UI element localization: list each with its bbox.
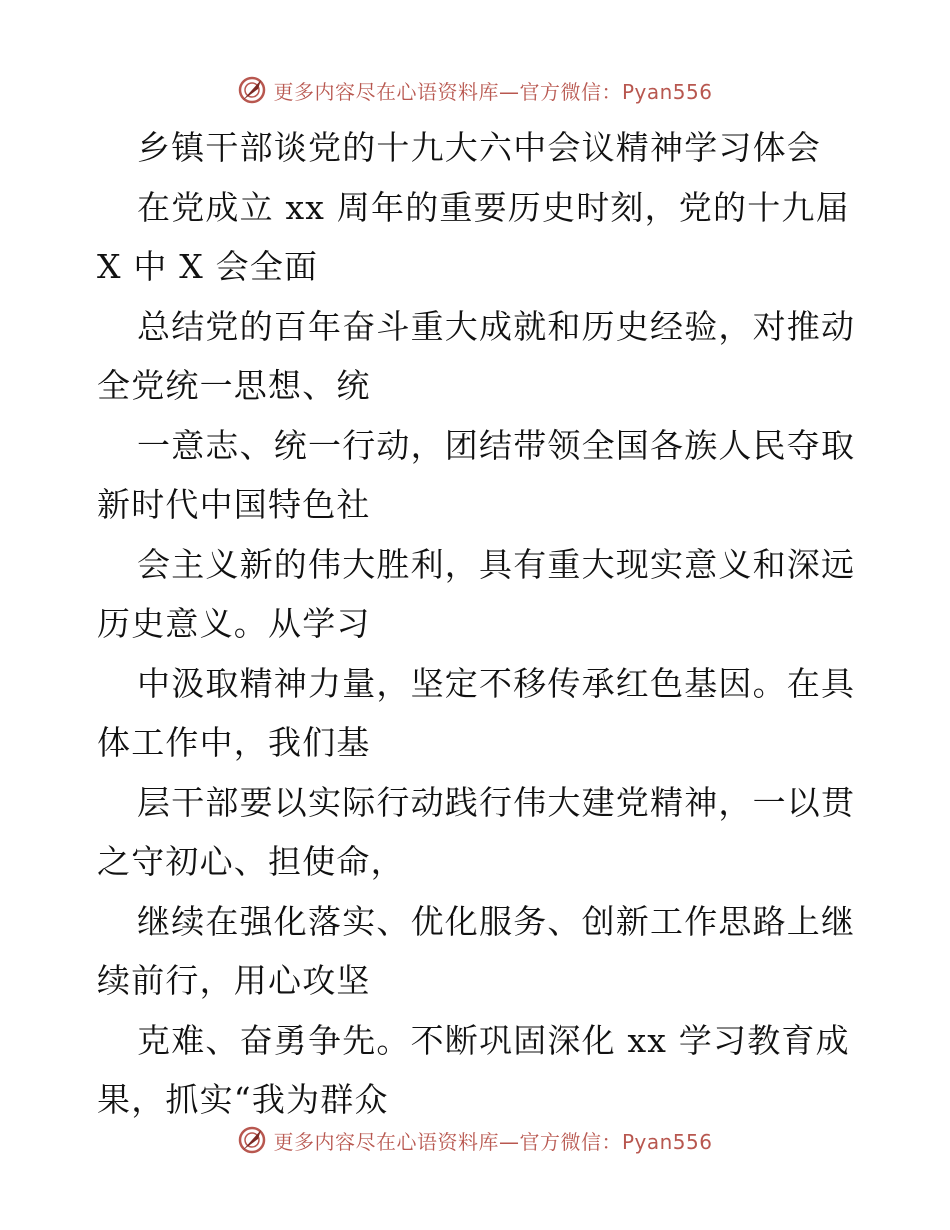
text-line: 之守初心、担使命， [97,842,405,881]
text-line: 续前行，用心攻坚 [97,961,371,1000]
text-line: 体工作中，我们基 [97,723,371,762]
text-line: 会主义新的伟大胜利，具有重大现实意义和深远 [137,544,856,584]
text-line: 克难、奋勇争先。不断巩固深化 xx 学习教育成 [137,1020,850,1060]
quill-logo-icon [237,1125,267,1155]
watermark-text: 更多内容尽在心语资料库—官方微信：Pyan556 [273,79,713,104]
text-line: 一意志、统一行动，团结带领全国各族人民夺取 [137,425,856,465]
watermark-text: 更多内容尽在心语资料库—官方微信：Pyan556 [273,1129,713,1154]
text-line: 历史意义。从学习 [97,604,371,643]
text-line: 在党成立 xx 周年的重要历史时刻，党的十九届 [137,187,850,227]
footer-watermark [0,1120,950,1160]
quill-logo-icon [237,75,267,105]
text-line: 果，抓实“我为群众 [97,1080,389,1119]
text-line: 总结党的百年奋斗重大成就和历史经验，对推动 [137,306,856,346]
document-title: 乡镇干部谈党的十九大六中会议精神学习体会 [137,128,821,167]
document-body [97,118,856,1130]
text-line: 新时代中国特色社 [97,485,371,524]
text-line: 继续在强化落实、优化服务、创新工作思路上继 [137,901,856,941]
text-line: 全党统一思想、统 [97,366,371,405]
text-line: 中汲取精神力量，坚定不移传承红色基因。在具 [137,663,856,703]
text-line: 层干部要以实际行动践行伟大建党精神，一以贯 [137,782,856,822]
header-watermark [0,70,950,110]
text-line: X 中 X 会全面 [97,247,319,286]
